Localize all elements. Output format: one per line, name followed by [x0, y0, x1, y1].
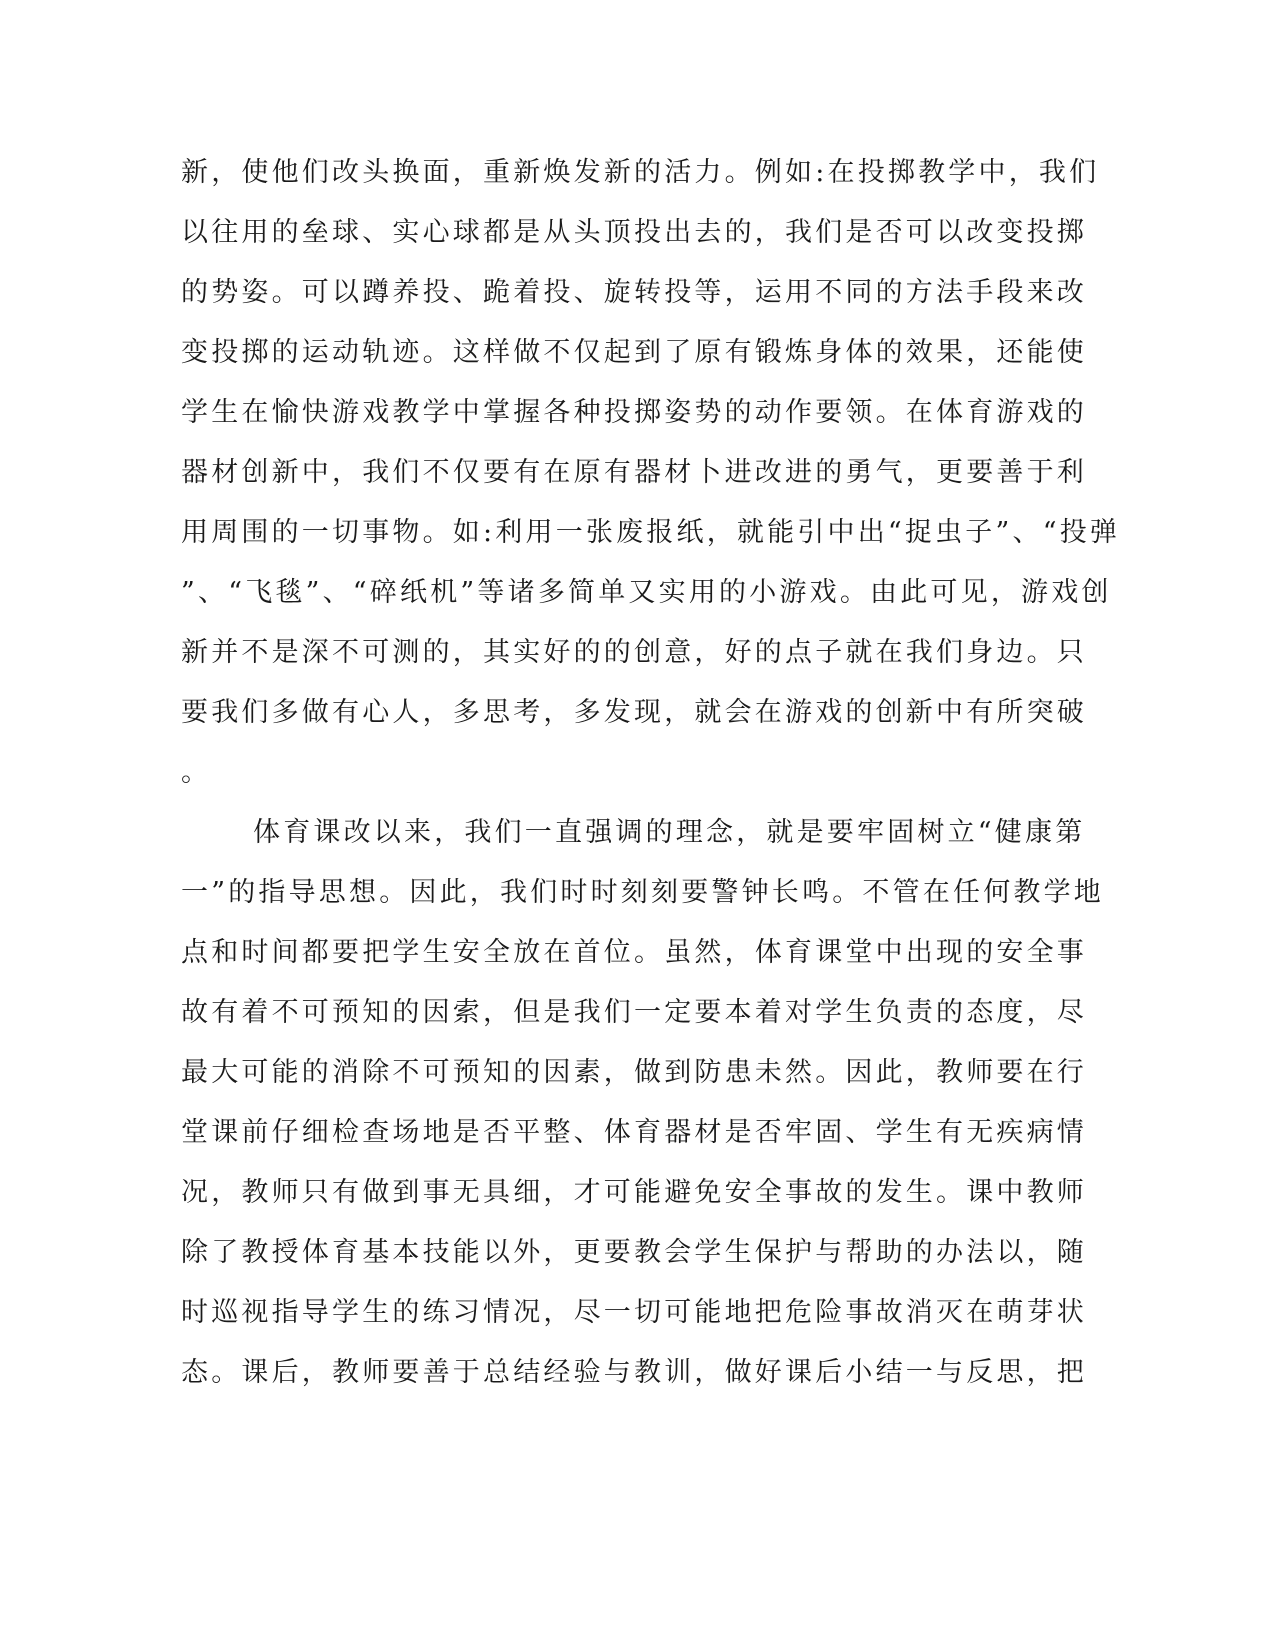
body-text: [181, 155, 1121, 1415]
text-line: 除了教授体育基本技能以外，更要教会学生保护与帮助的办法以，随: [181, 1237, 1087, 1268]
text-line: 。: [181, 757, 212, 788]
text-line: 要我们多做有心人，多思考，多发现，就会在游戏的创新中有所突破: [181, 697, 1087, 728]
text-line: 的势姿。可以蹲养投、跪着投、旋转投等，运用不同的方法手段来改: [181, 277, 1087, 308]
text-line: 堂课前仔细检查场地是否平整、体育器材是否牢固、学生有无疾病情: [181, 1117, 1087, 1148]
text-line: 点和时间都要把学生安全放在首位。虽然，体育课堂中出现的安全事: [181, 937, 1087, 968]
paragraph-first-line: 体育课改以来，我们一直强调的理念，就是要牢固树立“健康第: [253, 817, 1086, 848]
text-line: 故有着不可预知的因索，但是我们一定要本着对学生负责的态度，尽: [181, 997, 1087, 1028]
text-line: 态。课后，教师要善于总结经验与教训，做好课后小结一与反思，把: [181, 1357, 1087, 1388]
text-line: 变投掷的运动轨迹。这样做不仅起到了原有锻炼身体的效果，还能使: [181, 337, 1087, 368]
text-line: ”、“飞毯”、“碎纸机”等诸多简单又实用的小游戏。由此可见，游戏创: [181, 577, 1112, 608]
text-line: 一”的指导思想。因此，我们时时刻刻要警钟长鸣。不管在任何教学地: [181, 877, 1105, 908]
text-line: 以往用的垒球、实心球都是从头顶投出去的，我们是否可以改变投掷: [181, 217, 1087, 248]
text-line: 器材创新中，我们不仅要有在原有器材卜进改进的勇气，更要善于利: [181, 457, 1087, 488]
text-line: 时巡视指导学生的练习情况，尽一切可能地把危险事故消灭在萌芽状: [181, 1297, 1087, 1328]
text-line: 新，使他们改头换面，重新焕发新的活力。例如:在投掷教学中，我们: [181, 157, 1100, 188]
text-line: 况，教师只有做到事无具细，才可能避免安全事故的发生。课中教师: [181, 1177, 1087, 1208]
text-line: 最大可能的消除不可预知的因素，做到防患未然。因此，教师要在行: [181, 1057, 1087, 1088]
text-line: 学生在愉快游戏教学中掌握各种投掷姿势的动作要领。在体育游戏的: [181, 397, 1087, 428]
text-line: 用周围的一切事物。如:利用一张废报纸，就能引中出“捉虫子”、“投弹: [181, 517, 1121, 548]
text-line: 新并不是深不可测的，其实好的的创意，好的点子就在我们身边。只: [181, 637, 1087, 668]
